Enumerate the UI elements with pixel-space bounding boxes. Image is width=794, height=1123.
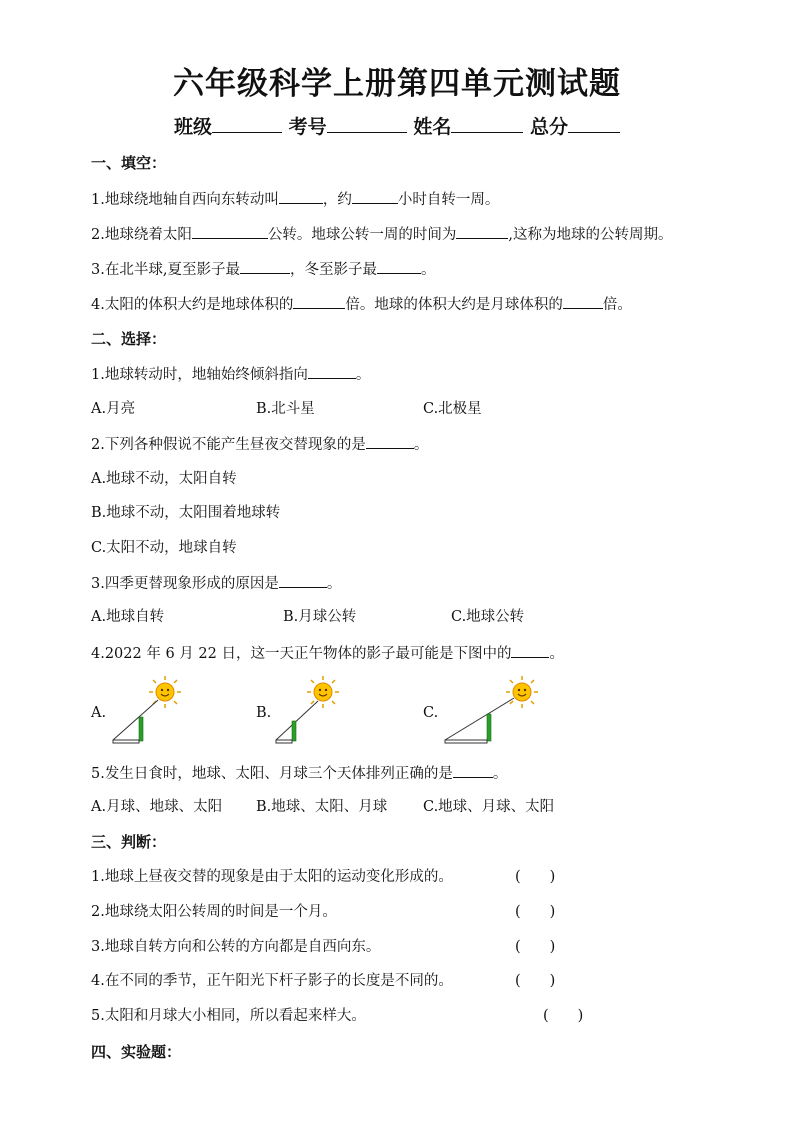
blank[interactable] [293, 294, 345, 309]
exam-no-label: 考号 [288, 116, 327, 138]
fill-q4: 4.太阳的体积大约是地球体积的 倍。地球的体积大约是月球体积的 倍。 [91, 294, 632, 315]
blank[interactable] [352, 189, 398, 204]
section2-heading: 二、选择： [91, 330, 167, 348]
name-blank[interactable] [451, 114, 523, 133]
choice-q3: 3.四季更替现象形成的原因是 。 [91, 573, 341, 594]
total-blank[interactable] [568, 114, 620, 133]
blank[interactable] [511, 643, 549, 658]
header-fields [0, 112, 794, 139]
blank[interactable] [456, 224, 508, 239]
diagram-label-c[interactable]: C. [423, 705, 439, 721]
sun-icon [307, 676, 339, 708]
judge-answer-1[interactable]: ( ) [515, 869, 556, 885]
section4-heading: 四、实验题： [91, 1043, 182, 1061]
judge-answer-4[interactable]: ( ) [515, 973, 556, 989]
pole [139, 717, 143, 741]
fill-q3: 3.在北半球,夏至影子最 ，冬至影子最 。 [91, 259, 435, 280]
choice-q2: 2.下列各种假说不能产生昼夜交替现象的是 。 [91, 434, 428, 455]
choice-q5-option-a[interactable]: A.月球、地球、太阳 [91, 799, 223, 815]
choice-q1: 1.地球转动时，地轴始终倾斜指向 。 [91, 364, 370, 385]
page-title: 六年级科学上册第四单元测试题 [173, 66, 621, 102]
choice-q5-option-b[interactable]: B.地球、太阳、月球 [256, 799, 388, 815]
class-label: 班级 [174, 116, 213, 138]
blank[interactable] [377, 259, 421, 274]
pole [292, 721, 296, 741]
section3-heading: 三、判断： [91, 833, 167, 851]
section1-heading: 一、填空： [91, 154, 167, 172]
diagram-label-a[interactable]: A. [91, 705, 107, 721]
shadow [276, 740, 292, 743]
blank[interactable] [563, 294, 603, 309]
fill-q1: 1.地球绕地轴自西向东转动叫 ，约 小时自转一周。 [91, 189, 499, 210]
choice-q5-option-c[interactable]: C.地球、月球、太阳 [423, 799, 555, 815]
shadow [445, 740, 487, 743]
choice-q3-option-c[interactable]: C.地球公转 [451, 609, 525, 625]
judge-answer-2[interactable]: ( ) [515, 904, 556, 920]
blank[interactable] [279, 573, 327, 588]
judge-item-3: 3.地球自转方向和公转的方向都是自西向东。 [91, 939, 381, 955]
choice-q1-option-c[interactable]: C.北极星 [423, 401, 482, 417]
fill-q2: 2.地球绕着太阳 公转。地球公转一周的时间为 ,这称为地球的公转周期。 [91, 224, 672, 245]
blank[interactable] [240, 259, 290, 274]
choice-q5: 5.发生日食时，地球、太阳、月球三个天体排列正确的是 。 [91, 763, 507, 784]
judge-item-5: 5.太阳和月球大小相同，所以看起来样大。 [91, 1008, 366, 1024]
choice-q2-option-a[interactable]: A.地球不动，太阳自转 [91, 471, 237, 487]
shadow-diagram-a [108, 676, 188, 748]
exam-no-blank[interactable] [327, 114, 407, 133]
choice-q2-option-b[interactable]: B.地球不动，太阳围着地球转 [91, 505, 281, 521]
blank[interactable] [453, 763, 493, 778]
judge-item-1: 1.地球上昼夜交替的现象是由于太阳的运动变化形成的。 [91, 869, 453, 885]
judge-answer-3[interactable]: ( ) [515, 939, 556, 955]
blank[interactable] [366, 434, 414, 449]
pole [487, 714, 491, 741]
name-label: 姓名 [413, 116, 452, 138]
choice-q3-option-b[interactable]: B.月球公转 [283, 609, 357, 625]
choice-q2-option-c[interactable]: C.太阳不动，地球自转 [91, 540, 237, 556]
shadow-diagram-c [442, 676, 542, 748]
choice-q1-option-b[interactable]: B.北斗星 [256, 401, 315, 417]
judge-answer-5[interactable]: ( ) [543, 1008, 584, 1024]
shadow [113, 740, 139, 743]
choice-q3-option-a[interactable]: A.地球自转 [91, 609, 165, 625]
diagram-label-b[interactable]: B. [256, 705, 272, 721]
class-blank[interactable] [212, 114, 282, 133]
choice-q4: 4.2022 年 6 月 22 日，这一天正午物体的影子最可能是下图中的 。 [91, 643, 564, 664]
choice-q1-option-a[interactable]: A.月亮 [91, 401, 136, 417]
total-label: 总分 [529, 116, 568, 138]
sun-icon [506, 676, 538, 708]
judge-item-2: 2.地球绕太阳公转周的时间是一个月。 [91, 904, 337, 920]
blank[interactable] [192, 224, 268, 239]
blank[interactable] [308, 364, 356, 379]
blank[interactable] [279, 189, 323, 204]
judge-item-4: 4.在不同的季节，正午阳光下杆子影子的长度是不同的。 [91, 973, 453, 989]
shadow-diagram-b [272, 676, 352, 748]
